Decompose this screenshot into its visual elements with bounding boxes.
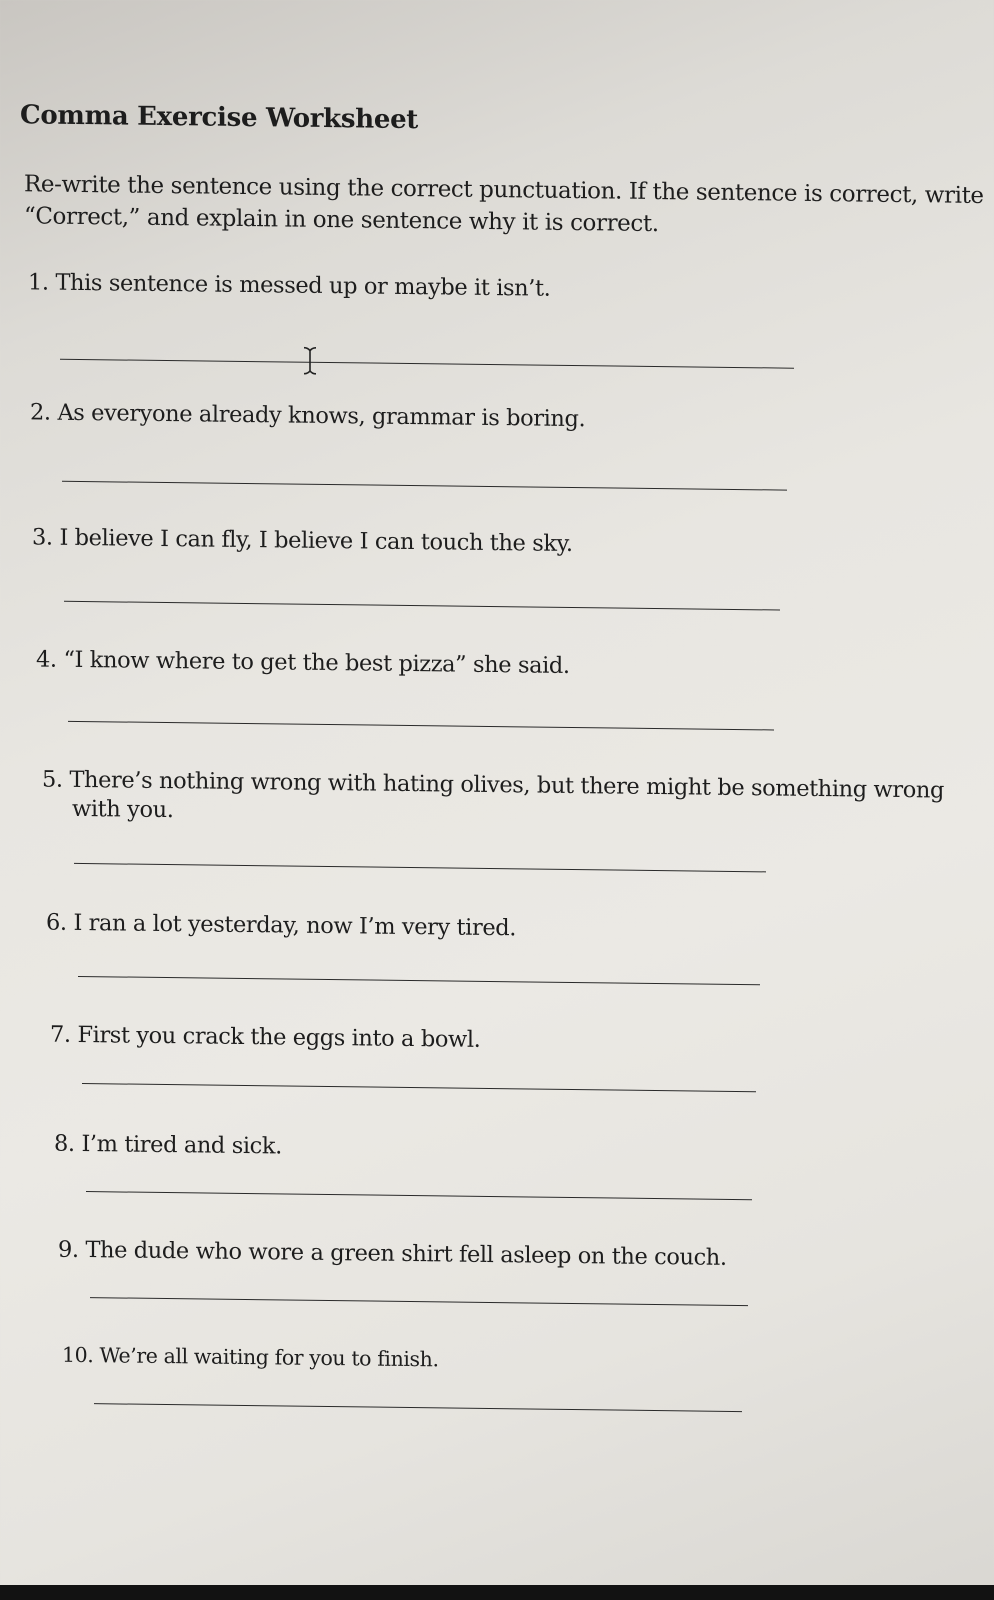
answer-line-9[interactable]: [90, 1297, 748, 1306]
screen-bezel: [0, 1585, 994, 1600]
question-9: [58, 1236, 727, 1273]
answer-line-6[interactable]: [78, 976, 760, 985]
question-7: [50, 1021, 480, 1055]
question-6: [46, 909, 516, 944]
question-5-continued: with you.: [72, 795, 174, 824]
question-text: The dude who wore a green shirt fell asleep on the couch.: [85, 1237, 727, 1271]
question-1: [28, 268, 550, 303]
question-number: 7.: [50, 1021, 71, 1048]
question-3: [32, 523, 573, 559]
question-text: I’m tired and sick.: [81, 1130, 282, 1160]
question-5: [42, 766, 944, 806]
instructions: [24, 168, 994, 244]
question-text: I believe I can fly, I believe I can touch the sky.: [59, 524, 573, 557]
question-8: [54, 1130, 282, 1162]
question-text: “I know where to get the best pizza” she said.: [63, 646, 570, 679]
answer-line-8[interactable]: [86, 1191, 752, 1200]
question-10: [62, 1341, 439, 1375]
question-text: We’re all waiting for you to finish.: [99, 1343, 439, 1372]
question-number: 3.: [32, 524, 53, 551]
worksheet-title: Comma Exercise Worksheet: [20, 100, 419, 136]
answer-line-10[interactable]: [94, 1403, 742, 1412]
answer-line-5[interactable]: [74, 863, 766, 872]
answer-line-2[interactable]: [62, 481, 787, 491]
answer-line-1[interactable]: [60, 359, 794, 369]
answer-line-3[interactable]: [64, 601, 780, 611]
question-number: 10.: [62, 1342, 94, 1368]
text-cursor-icon: [300, 346, 320, 376]
instructions-line-1: Re-write the sentence using the correct punctuation. If the sentence is correct, write: [24, 171, 984, 210]
instructions-line-2: “Correct,” and explain in one sentence why it is correct.: [24, 203, 659, 238]
question-number: 4.: [36, 646, 57, 673]
question-text: I ran a lot yesterday, now I’m very tired.: [73, 909, 517, 942]
question-text: First you crack the eggs into a bowl.: [77, 1021, 481, 1053]
question-number: 2.: [30, 399, 51, 426]
answer-line-7[interactable]: [82, 1083, 756, 1092]
question-number: 5.: [42, 766, 63, 793]
question-2: [30, 398, 585, 434]
question-number: 6.: [46, 909, 67, 936]
question-text: There’s nothing wrong with hating olives, but there might be something wrong: [69, 766, 944, 804]
question-text: This sentence is messed up or maybe it isn’t.: [55, 269, 551, 302]
question-number: 8.: [54, 1130, 75, 1157]
question-text: As everyone already knows, grammar is boring.: [57, 399, 586, 433]
answer-line-4[interactable]: [68, 721, 774, 731]
question-number: 9.: [58, 1236, 79, 1263]
question-number: 1.: [28, 269, 49, 296]
question-4: [36, 645, 570, 681]
